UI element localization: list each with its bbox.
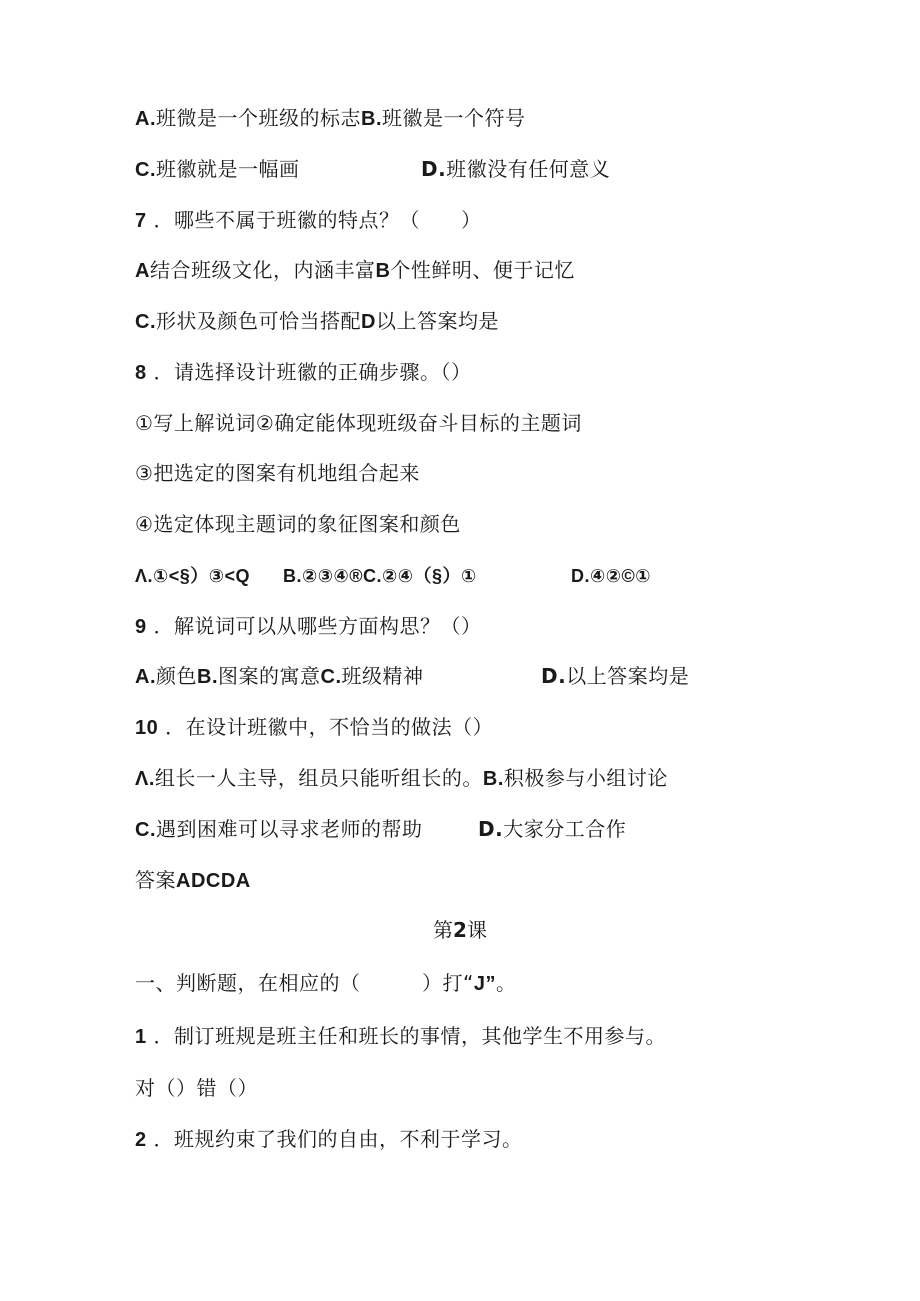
question-8-number: 8: [135, 362, 147, 384]
lesson-title-suffix: 课: [466, 918, 487, 942]
q10-option-c-text: 遇到困难可以寻求老师的帮助: [156, 817, 423, 841]
question-10-number: 10: [135, 717, 159, 739]
q10-option-a-text: 组长一人主导，组员只能听组长的。: [154, 766, 483, 790]
q6-option-d: [421, 155, 610, 183]
q7-option-d-text: 以上答案均是: [375, 309, 499, 333]
q10-option-b-letter: B.: [482, 768, 504, 790]
q7-options-row-1: [135, 256, 575, 285]
q7-option-a-letter: A: [135, 260, 150, 282]
question-10-text: ．在设计班徽中，不恰当的做法（）: [165, 715, 494, 739]
q10-option-c-letter: C.: [135, 819, 156, 841]
q7-option-c-letter: C.: [135, 311, 156, 333]
q9-option-d-text: 以上答案均是: [566, 664, 690, 688]
q9-option-b-text: 图案的寓意: [218, 664, 321, 688]
q6-option-d-letter: D.: [421, 157, 447, 181]
q6-options-row-2: [135, 155, 300, 184]
q9-options-row: [135, 662, 424, 691]
section-heading-mark: J”: [473, 973, 496, 995]
question-9: [135, 612, 481, 641]
lesson-title-number: 2: [453, 918, 467, 942]
q10-options-row-2: [135, 815, 423, 844]
q8-step-line-2: ③把选定的图案有机地组合起来: [135, 461, 420, 485]
lesson-2-question-1-text: ．制订班规是班主任和班长的事情，其他学生不用参与。: [153, 1024, 666, 1048]
lesson-2-title: [0, 916, 920, 944]
q7-option-a-text: 结合班级文化，内涵丰富: [149, 258, 376, 282]
question-9-number: 9: [135, 616, 147, 638]
q9-option-b-letter: B.: [197, 666, 218, 688]
q6-option-a-letter: A.: [135, 108, 156, 130]
lesson-2-question-1-number: 1: [135, 1026, 147, 1048]
q6-options-row-1: [135, 104, 526, 133]
lesson-title-prefix: 第: [433, 918, 454, 942]
q6-option-c-letter: C.: [135, 159, 156, 181]
q7-option-c-text: 形状及颜色可恰当搭配: [156, 309, 361, 333]
q6-option-d-text: 班徽没有任何意义: [446, 157, 611, 181]
lesson-2-question-1-choices: 对（）错（）: [135, 1076, 258, 1100]
q6-option-c-text: 班徽就是一幅画: [156, 157, 300, 181]
q8-option-a: Λ.①<§）③<Q: [135, 566, 251, 586]
question-7: [135, 206, 481, 235]
section-heading-end: 。: [496, 971, 517, 995]
q7-option-b-letter: B: [375, 260, 391, 282]
q10-option-b-text: 积极参与小组讨论: [503, 766, 668, 790]
answer-key-value: ADCDA: [176, 870, 251, 892]
answer-key-label: 答案: [135, 868, 176, 892]
question-8-text: ．请选择设计班徽的正确步骤。（）: [153, 360, 472, 384]
lesson-2-question-2-text: ．班规约束了我们的自由，不利于学习。: [153, 1127, 523, 1151]
q6-option-a-text: 班微是一个班级的标志: [156, 106, 361, 130]
q10-options-row-1: [135, 764, 668, 793]
question-9-text: ．解说词可以从哪些方面构思？（）: [153, 614, 482, 638]
question-8: [135, 358, 471, 387]
answer-key: [135, 866, 251, 895]
q9-option-a-text: 颜色: [156, 664, 197, 688]
q8-option-b-c: B.②③④®C.②④（§）①: [283, 566, 477, 586]
q9-option-d: [541, 662, 689, 690]
lesson-2-question-2-number: 2: [135, 1129, 147, 1151]
q10-option-a-letter: Λ.: [135, 768, 155, 790]
q9-option-c-text: 班级精神: [341, 664, 424, 688]
q8-step-line-1: ①写上解说词②确定能体现班级奋斗目标的主题词: [135, 411, 582, 435]
q6-option-b-text: 班徽是一个符号: [382, 106, 526, 130]
q9-option-d-letter: D.: [541, 664, 567, 688]
q7-option-d-letter: D: [361, 311, 376, 333]
section-heading-text: 一、判断题，在相应的（ ）打“: [135, 971, 474, 995]
q10-option-d-letter: D.: [478, 817, 504, 841]
q9-option-c-letter: C.: [320, 666, 342, 688]
section-heading-judgment: [135, 969, 517, 998]
lesson-2-question-1: [135, 1022, 666, 1051]
q8-step-line-3: ④选定体现主题词的象征图案和颜色: [135, 512, 461, 536]
q10-option-d-text: 大家分工合作: [503, 817, 627, 841]
q9-option-a-letter: A.: [135, 666, 156, 688]
q7-options-row-2: [135, 307, 499, 336]
q8-option-d: D.④②©①: [571, 566, 651, 586]
q10-option-d: [478, 815, 626, 843]
q6-option-b-letter: B.: [361, 108, 382, 130]
question-10: [135, 713, 493, 742]
question-7-number: 7: [135, 210, 147, 232]
q7-option-b-text: 个性鲜明、便于记忆: [390, 258, 575, 282]
question-7-text: ．哪些不属于班徽的特点？（ ）: [153, 208, 482, 232]
lesson-2-question-2: [135, 1125, 522, 1154]
